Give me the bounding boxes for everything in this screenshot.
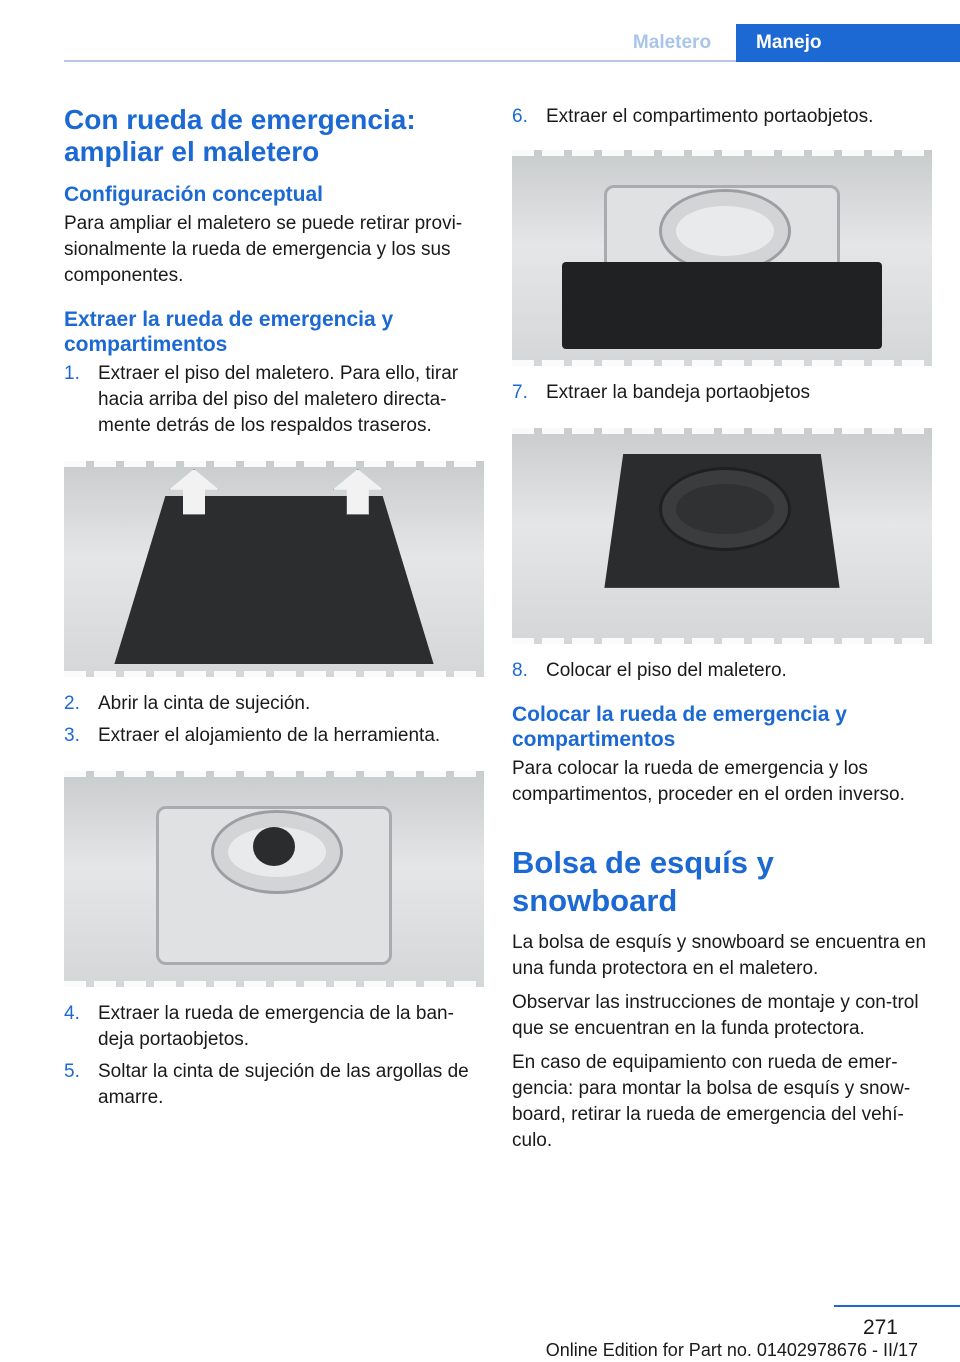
- step-number: 6.: [512, 106, 528, 127]
- step-text: Extraer el compartimento portaobjetos.: [546, 106, 874, 127]
- step-number: 5.: [64, 1061, 80, 1082]
- concept-text: Para ampliar el maletero se puede retirar provi-sionalmente la rueda de emergencia y los sus componentes.: [64, 213, 463, 286]
- step-1: [64, 361, 484, 439]
- ski-paragraph: La bolsa de esquís y snowboard se encuentra en una funda protectora en el maletero.: [512, 932, 927, 979]
- extract-heading: Extraer la rueda de emergencia y compartimentos: [64, 308, 394, 356]
- step-6: [512, 104, 932, 130]
- figure-trunk-floor: [64, 461, 484, 677]
- step-number: 7.: [512, 382, 528, 403]
- step-number: 2.: [64, 693, 80, 714]
- section-tab[interactable]: Maletero: [632, 32, 712, 53]
- tray-wheel-recess: [659, 467, 791, 551]
- step-text: Abrir la cinta de sujeción.: [98, 693, 311, 714]
- step-number: 3.: [64, 725, 80, 746]
- step-5: [64, 1059, 484, 1111]
- right-column: [512, 104, 932, 1162]
- step-number: 4.: [64, 1003, 80, 1024]
- step-3: [64, 723, 484, 749]
- step-text: Extraer el alojamiento de la herramienta.: [98, 725, 441, 746]
- place-text: Para colocar la rueda de emergencia y los compartimentos, proceder en el orden inverso.: [512, 758, 905, 805]
- step-8: [512, 658, 932, 684]
- tool-holder: [253, 827, 295, 866]
- edition-note: Online Edition for Part no. 01402978676 - II/17: [545, 1340, 918, 1360]
- step-7: [512, 380, 932, 406]
- spare-wheel: [659, 189, 791, 273]
- step-text: Soltar la cinta de sujeción de las argollas de amarre.: [98, 1061, 469, 1108]
- figure-storage-compartment: [512, 150, 932, 366]
- page-title: Con rueda de emergencia: ampliar el maletero: [64, 104, 416, 167]
- step-text: Extraer la bandeja portaobjetos: [546, 382, 811, 403]
- trunk-floor-mat: [114, 496, 433, 665]
- step-text: Extraer el piso del maletero. Para ello, tirar hacia arriba del piso del maletero directa-mente detrás de los respaldos traseros.: [98, 363, 459, 436]
- step-number: 8.: [512, 660, 528, 681]
- ski-paragraph: En caso de equipamiento con rueda de emer-gencia: para montar la bolsa de esquís y snow-board, retirar la rueda de emergencia del vehí-culo.: [512, 1052, 911, 1151]
- chapter-tab[interactable]: Manejo: [736, 24, 960, 62]
- figure-spare-wheel-well: [64, 771, 484, 987]
- storage-compartment: [562, 262, 881, 348]
- ski-paragraph: Observar las instrucciones de montaje y con-trol que se encuentran en la funda protectora.: [512, 992, 919, 1039]
- place-heading: Colocar la rueda de emergencia y compartimentos: [512, 703, 847, 751]
- step-2: [64, 691, 484, 717]
- concept-heading: Configuración conceptual: [64, 183, 324, 206]
- page-number: 271: [862, 1316, 898, 1339]
- step-4: [64, 1001, 484, 1053]
- ski-bag-heading: Bolsa de esquís y snowboard: [512, 845, 774, 918]
- step-text: Colocar el piso del maletero.: [546, 660, 787, 681]
- step-number: 1.: [64, 363, 80, 384]
- left-column: [64, 104, 484, 1117]
- figure-storage-tray: [512, 428, 932, 644]
- footer-rule: [834, 1305, 960, 1307]
- step-text: Extraer la rueda de emergencia de la ban-deja portaobjetos.: [98, 1003, 454, 1050]
